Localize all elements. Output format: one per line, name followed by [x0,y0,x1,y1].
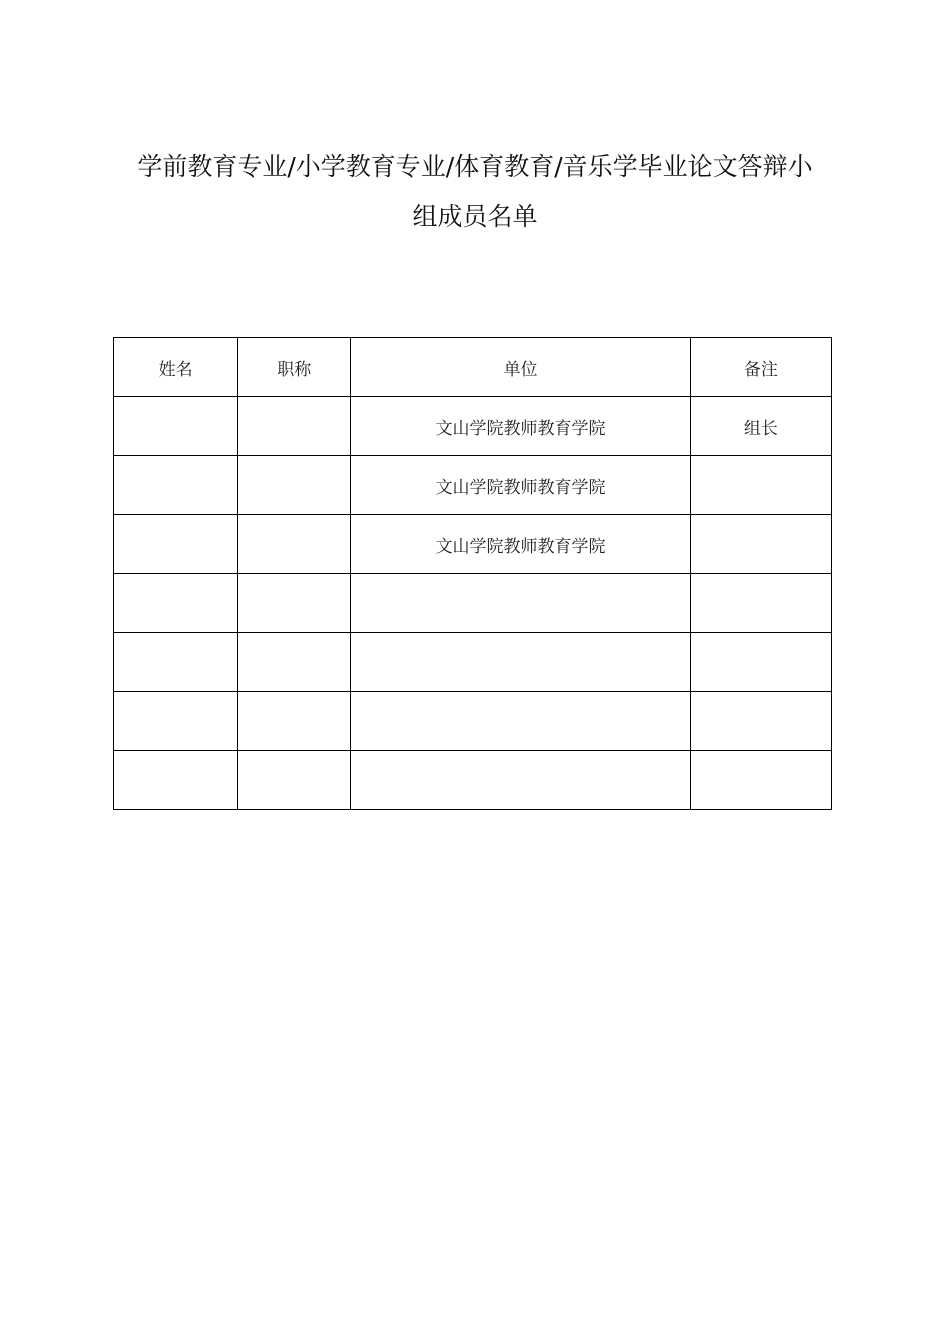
cell-title [238,692,351,751]
cell-title [238,751,351,810]
cell-title [238,633,351,692]
cell-unit [351,692,690,751]
cell-unit: 文山学院教师教育学院 [351,515,690,574]
cell-unit [351,751,690,810]
header-remark: 备注 [690,338,831,397]
cell-name [114,456,238,515]
cell-remark [690,456,831,515]
page-title-line-1: 学前教育专业/小学教育专业/体育教育/音乐学毕业论文答辩小 [137,152,813,181]
cell-remark [690,692,831,751]
cell-name [114,692,238,751]
cell-remark [690,751,831,810]
cell-unit: 文山学院教师教育学院 [351,456,690,515]
header-name: 姓名 [114,338,238,397]
table-header-row [114,338,832,397]
table-row [114,397,832,456]
table-row [114,515,832,574]
cell-remark: 组长 [690,397,831,456]
table-row [114,692,832,751]
cell-name [114,397,238,456]
cell-unit: 文山学院教师教育学院 [351,397,690,456]
header-title: 职称 [238,338,351,397]
cell-name [114,515,238,574]
member-table [113,337,832,810]
cell-remark [690,633,831,692]
table-row [114,751,832,810]
header-unit: 单位 [351,338,690,397]
cell-remark [690,515,831,574]
cell-title [238,397,351,456]
table-row [114,456,832,515]
cell-unit [351,574,690,633]
cell-name [114,751,238,810]
cell-name [114,574,238,633]
cell-name [114,633,238,692]
cell-remark [690,574,831,633]
cell-title [238,456,351,515]
table-row [114,574,832,633]
page-title [110,142,840,242]
table-row [114,633,832,692]
page-title-line-2: 组成员名单 [412,202,538,231]
cell-title [238,515,351,574]
cell-title [238,574,351,633]
cell-unit [351,633,690,692]
